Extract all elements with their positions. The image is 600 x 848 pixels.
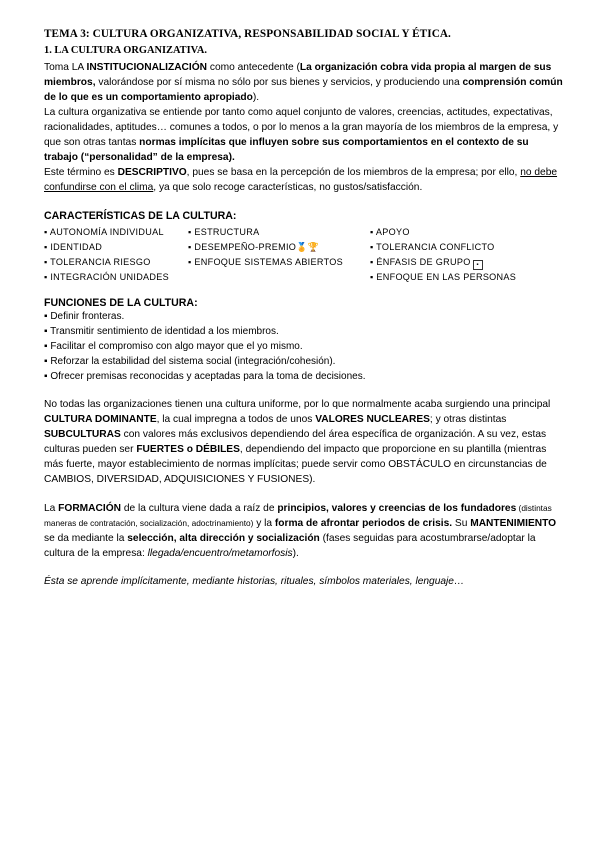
list-item: ▪ AUTONOMÍA INDIVIDUAL <box>44 227 164 237</box>
list-item: ▪ INTEGRACIÓN UNIDADES <box>44 272 170 282</box>
formacion-paragraph <box>44 501 564 561</box>
list-item: ▪ ENFOQUE EN LAS PERSONAS <box>370 272 517 282</box>
bold-run: selección, alta dirección y socialización <box>127 533 320 544</box>
text-run: , ya que solo recoge características, no gustos/satisfacción. <box>153 182 423 193</box>
list-item: ▪ Facilitar el compromiso con algo mayor que el yo mismo. <box>44 341 303 352</box>
text-run: , la cual impregna a todos de unos <box>156 414 316 425</box>
list-item: ▪ TOLERANCIA CONFLICTO <box>370 242 495 252</box>
text-run: con valores más exclusivos dependiendo del área específica de organización. A su vez, estas culturas pueden ser <box>44 429 547 455</box>
list-item-label: ▪ DESEMPEÑO-PREMIO <box>188 242 297 252</box>
list-item: ▪ IDENTIDAD <box>44 242 103 252</box>
bold-run: DESCRIPTIVO <box>117 167 187 178</box>
closing-sentence: Ésta se aprende implícitamente, mediante historias, rituales, símbolos materiales, lenguaje… <box>44 576 465 587</box>
text-run: , dependiendo del impacto que proporcione en su plantilla (mientras más fuerte, mayor establecimiento de normas implícitas; puede servir como OBSTÁCULO en circunstancias de CAMBIOS, DIVERSIDAD, ADQUISICIONES Y FUSIONES). <box>44 444 547 485</box>
bold-run: FORMACIÓN <box>58 503 121 514</box>
funciones-heading: FUNCIONES DE LA CULTURA: <box>44 297 198 309</box>
list-item-enfasis <box>370 255 516 270</box>
list-item: ▪ Definir fronteras. <box>44 311 125 322</box>
text-run: valorándose por sí misma no sólo por sus bienes y servicios, y produciendo una <box>95 77 463 88</box>
text-run: ). <box>252 92 260 103</box>
text-run: La <box>44 503 59 514</box>
text-run: ). <box>292 548 299 559</box>
section-heading: 1. LA CULTURA ORGANIZATIVA. <box>44 45 207 56</box>
list-item: ▪ TOLERANCIA RIESGO <box>44 257 151 267</box>
italic-run: llegada/encuentro/metamorfosis <box>147 548 293 559</box>
text-run: se da mediante la <box>44 533 128 544</box>
bold-run: SUBCULTURAS <box>44 429 121 440</box>
bold-run: CULTURA DOMINANTE <box>44 414 157 425</box>
caracteristicas-heading: CARACTERÍSTICAS DE LA CULTURA: <box>44 210 237 222</box>
list-item: ▪ Ofrecer premisas reconocidas y aceptadas para la toma de decisiones. <box>44 371 366 382</box>
text-run: Este término es <box>44 167 118 178</box>
paragraph-body <box>44 501 564 561</box>
text-run: Su <box>452 518 471 529</box>
intro-paragraph-3 <box>44 165 564 195</box>
bold-run: MANTENIMIENTO <box>470 518 557 529</box>
trophy-icon: 🏅🏆 <box>296 242 320 252</box>
list-item: ▪ ESTRUCTURA <box>188 227 260 237</box>
document-title: TEMA 3: CULTURA ORGANIZATIVA, RESPONSABILIDAD SOCIAL Y ÉTICA. <box>44 28 451 40</box>
text-run: ; y otras distintas <box>429 414 507 425</box>
text-run: como antecedente ( <box>207 62 300 73</box>
small-run: (distintas maneras de contratación, socialización, adoctrinamiento) <box>44 503 552 528</box>
text-run: Toma LA <box>44 62 87 73</box>
caracteristicas-col-1 <box>44 225 169 285</box>
bold-run: principios, valores y creencias de los fundadores <box>277 503 517 514</box>
list-item: ▪ APOYO <box>370 227 410 237</box>
bold-run: forma de afrontar periodos de crisis. <box>274 518 453 529</box>
list-item-desempeno <box>188 240 343 255</box>
text-run: No todas las organizaciones tienen una cultura uniforme, por lo que normalmente acaba surgiendo una principal <box>44 399 551 410</box>
funciones-list <box>44 309 365 384</box>
list-item-label: ▪ ÉNFASIS DE GRUPO <box>370 257 471 267</box>
bold-run: VALORES NUCLEARES <box>315 414 430 425</box>
list-item: ▪ ENFOQUE SISTEMAS ABIERTOS <box>188 257 344 267</box>
text-run: y la <box>253 518 275 529</box>
text-run: (fases seguidas para acostumbrarse/adoptar la cultura de la empresa: <box>44 533 536 559</box>
caracteristicas-col-3 <box>370 225 516 285</box>
list-item: ▪ Reforzar la estabilidad del sistema social (integración/cohesión). <box>44 356 336 367</box>
text-run: La cultura organizativa se entiende por tanto como aquel conjunto de valores, creencias, actitudes, expectativas, racionalidades, aptitudes… comunes a todos, o por lo menos a la gran mayoría de los miembros de la empresa, y que son otras tantas <box>44 107 559 148</box>
group-icon: ▪ <box>473 260 483 270</box>
bold-run: FUERTES o DÉBILES <box>136 444 240 455</box>
text-run: , pues se basa en la percepción de los miembros de la empresa; por ello, <box>186 167 521 178</box>
caracteristicas-col-2 <box>188 225 343 270</box>
bold-run: INSTITUCIONALIZACIÓN <box>86 62 208 73</box>
intro-block <box>44 60 564 195</box>
subculturas-paragraph <box>44 397 564 487</box>
text-run: de la cultura viene dada a raíz de <box>121 503 278 514</box>
intro-paragraph-1 <box>44 60 564 105</box>
intro-paragraph-2 <box>44 105 564 165</box>
bold-run: La organización cobra vida propia al margen de sus miembros, <box>44 62 552 88</box>
list-item: ▪ Transmitir sentimiento de identidad a los miembros. <box>44 326 279 337</box>
paragraph-body <box>44 397 564 487</box>
bold-run: normas implícitas que influyen sobre sus comportamientos en el contexto de su trabajo (“personalidad” de la empresa). <box>44 137 529 163</box>
underlined-run: no debe confundirse con el clima <box>44 167 558 193</box>
bold-run: comprensión común de lo que es un comportamiento apropiado <box>44 77 563 103</box>
